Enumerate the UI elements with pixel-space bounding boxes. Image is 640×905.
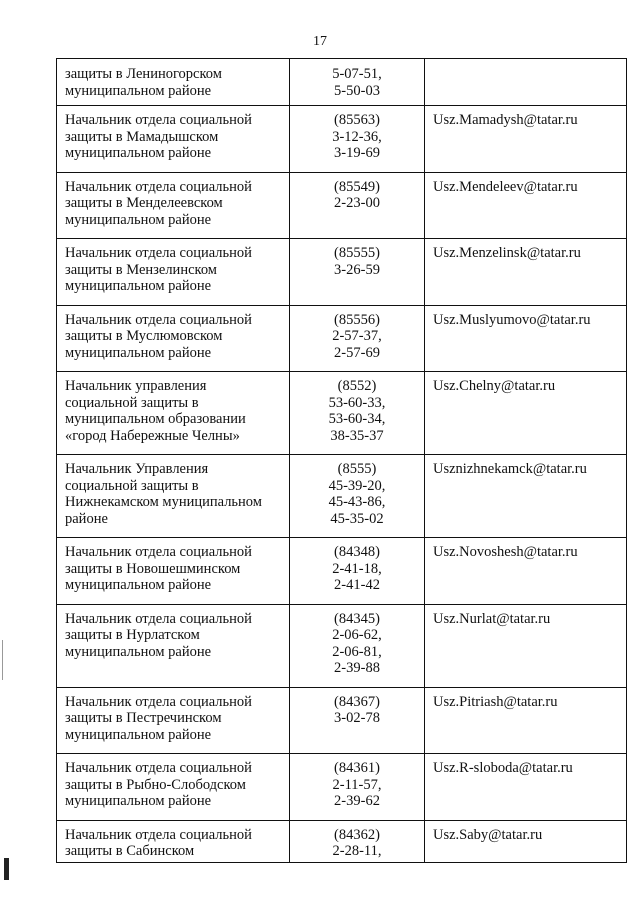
phone-line: (85549) — [334, 178, 380, 195]
table-row — [57, 604, 627, 687]
position-title-cell — [57, 604, 290, 687]
position-title-line: муниципальном районе — [65, 82, 212, 99]
email-address: Usz.Saby@tatar.ru — [433, 826, 543, 843]
position-title-line: муниципальном районе — [65, 577, 212, 593]
email-cell — [425, 305, 627, 372]
email-cell — [425, 687, 627, 754]
position-title-line: Начальник отдела социальной — [65, 178, 252, 195]
position-title-cell — [57, 538, 290, 605]
email-address: Usz.Mamadysh@tatar.ru — [433, 112, 578, 128]
phone-line: (85563) — [334, 112, 380, 128]
position-title-line: Нижнекамском муниципальном — [65, 494, 262, 510]
position-title-cell — [57, 305, 290, 372]
phone-line: 45-39-20, — [328, 477, 386, 494]
position-title-line: социальной защиты в — [65, 394, 199, 411]
phone-line: 2-39-88 — [334, 660, 380, 676]
position-title-line: защиты в Муслюмовском — [65, 328, 223, 344]
position-title-cell — [57, 687, 290, 754]
phone-line: (8555) — [337, 461, 377, 477]
position-title-line: «город Набережные Челны» — [65, 427, 240, 444]
position-title-line: муниципальном районе — [65, 793, 212, 809]
table-row — [57, 754, 627, 821]
phone-line: 2-06-81, — [332, 643, 382, 660]
phone-line: 3-12-36, — [332, 128, 382, 145]
email-cell — [425, 754, 627, 821]
table-row — [57, 172, 627, 239]
phone-cell — [290, 754, 425, 821]
position-title-line: защиты в Лениногорском — [65, 66, 222, 82]
position-title-line: защиты в Рыбно-Слободском — [65, 776, 246, 793]
phone-line: 2-23-00 — [334, 195, 380, 211]
email-cell — [425, 59, 627, 106]
page-number: 17 — [313, 34, 327, 49]
phone-line: 2-41-42 — [334, 577, 380, 593]
phone-line: (85556) — [334, 311, 380, 328]
phone-line: 3-19-69 — [334, 145, 380, 161]
phone-line: (85555) — [334, 245, 380, 261]
position-title-cell — [57, 820, 290, 862]
email-address: Usz.Novoshesh@tatar.ru — [433, 544, 578, 560]
position-title-line: Начальник отдела социальной — [65, 760, 252, 776]
phone-line: 53-60-33, — [328, 394, 386, 411]
email-cell — [425, 239, 627, 306]
phone-cell — [290, 604, 425, 687]
phone-line: 2-57-69 — [334, 344, 380, 361]
table-row — [57, 820, 627, 862]
position-title-line: Начальник Управления — [65, 461, 209, 477]
phone-line: 5-07-51, — [332, 66, 382, 82]
contacts-table — [56, 58, 627, 863]
phone-line: 45-43-86, — [328, 494, 386, 510]
position-title-line: муниципальном районе — [65, 145, 212, 161]
position-title-line: районе — [65, 510, 108, 527]
phone-cell — [290, 820, 425, 862]
phone-line: (84367) — [334, 693, 380, 710]
position-title-line: Начальник управления — [65, 378, 207, 394]
phone-cell — [290, 538, 425, 605]
position-title-cell — [57, 59, 290, 106]
phone-line: (84345) — [334, 610, 380, 627]
email-cell — [425, 538, 627, 605]
table-row — [57, 538, 627, 605]
position-title-cell — [57, 172, 290, 239]
position-title-line: социальной защиты в — [65, 477, 199, 494]
phone-line: 53-60-34, — [328, 411, 386, 427]
email-cell — [425, 820, 627, 862]
position-title-line: Начальник отдела социальной — [65, 112, 252, 128]
position-title-line: муниципальном районе — [65, 278, 212, 294]
phone-line: (84348) — [334, 544, 380, 560]
phone-cell — [290, 455, 425, 538]
table-row — [57, 106, 627, 173]
phone-cell — [290, 305, 425, 372]
position-title-line: Начальник отдела социальной — [65, 245, 252, 261]
phone-line: 2-39-62 — [334, 793, 380, 809]
position-title-line: Начальник отдела социальной — [65, 693, 252, 710]
scan-edge-line — [2, 640, 3, 680]
email-address: Usz.Mendeleev@tatar.ru — [433, 178, 578, 195]
phone-cell — [290, 172, 425, 239]
email-address: Usz.Menzelinsk@tatar.ru — [433, 245, 581, 261]
position-title-cell — [57, 455, 290, 538]
position-title-line: Начальник отдела социальной — [65, 826, 252, 843]
position-title-line: муниципальном районе — [65, 344, 212, 361]
email-address: Usz.Nurlat@tatar.ru — [433, 610, 551, 627]
phone-cell — [290, 59, 425, 106]
position-title-line: Начальник отдела социальной — [65, 610, 252, 627]
phone-cell — [290, 239, 425, 306]
email-address: Usz.Muslyumovo@tatar.ru — [433, 311, 591, 328]
position-title-line: защиты в Менделеевском — [65, 195, 223, 211]
phone-line: 2-11-57, — [332, 776, 382, 793]
position-title-line: Начальник отдела социальной — [65, 544, 252, 560]
position-title-line: защиты в Нурлатском — [65, 627, 200, 643]
table-row — [57, 687, 627, 754]
email-address: Usz.R-sloboda@tatar.ru — [433, 760, 573, 776]
position-title-line: защиты в Сабинском — [65, 843, 195, 859]
phone-line: 2-06-62, — [332, 627, 382, 643]
phone-line: (84361) — [334, 760, 380, 776]
position-title-cell — [57, 106, 290, 173]
position-title-line: муниципальном образовании — [65, 411, 246, 427]
email-cell — [425, 604, 627, 687]
phone-line: 5-50-03 — [334, 82, 380, 99]
position-title-line: Начальник отдела социальной — [65, 311, 252, 328]
position-title-cell — [57, 372, 290, 455]
contacts-table-body — [57, 59, 627, 863]
email-address: Usz.Pitriash@tatar.ru — [433, 693, 558, 710]
email-address: Usznizhnekamck@tatar.ru — [433, 461, 587, 477]
table-row — [57, 59, 627, 106]
email-address: Usz.Chelny@tatar.ru — [433, 378, 556, 394]
email-cell — [425, 106, 627, 173]
phone-line: 2-57-37, — [332, 328, 382, 344]
email-cell — [425, 172, 627, 239]
table-row — [57, 305, 627, 372]
phone-line: 45-35-02 — [330, 510, 384, 527]
phone-line: 2-28-11, — [332, 843, 382, 859]
phone-line: 38-35-37 — [330, 427, 384, 444]
phone-line: (84362) — [334, 826, 380, 843]
phone-line: (8552) — [337, 378, 377, 394]
table-row — [57, 239, 627, 306]
phone-line: 3-02-78 — [334, 710, 380, 726]
phone-cell — [290, 106, 425, 173]
position-title-line: муниципальном районе — [65, 211, 212, 228]
table-row — [57, 372, 627, 455]
position-title-line: муниципальном районе — [65, 643, 212, 660]
position-title-line: муниципальном районе — [65, 726, 212, 743]
email-cell — [425, 372, 627, 455]
position-title-line: защиты в Мензелинском — [65, 261, 217, 278]
phone-cell — [290, 372, 425, 455]
position-title-line: защиты в Мамадышском — [65, 128, 219, 145]
phone-cell — [290, 687, 425, 754]
email-cell — [425, 455, 627, 538]
position-title-line: защиты в Новошешминском — [65, 560, 241, 577]
phone-line: 3-26-59 — [334, 261, 380, 278]
table-row — [57, 455, 627, 538]
scan-edge-mark — [4, 858, 9, 880]
phone-line: 2-41-18, — [332, 560, 382, 577]
position-title-line: защиты в Пестречинском — [65, 710, 222, 726]
position-title-cell — [57, 754, 290, 821]
position-title-cell — [57, 239, 290, 306]
